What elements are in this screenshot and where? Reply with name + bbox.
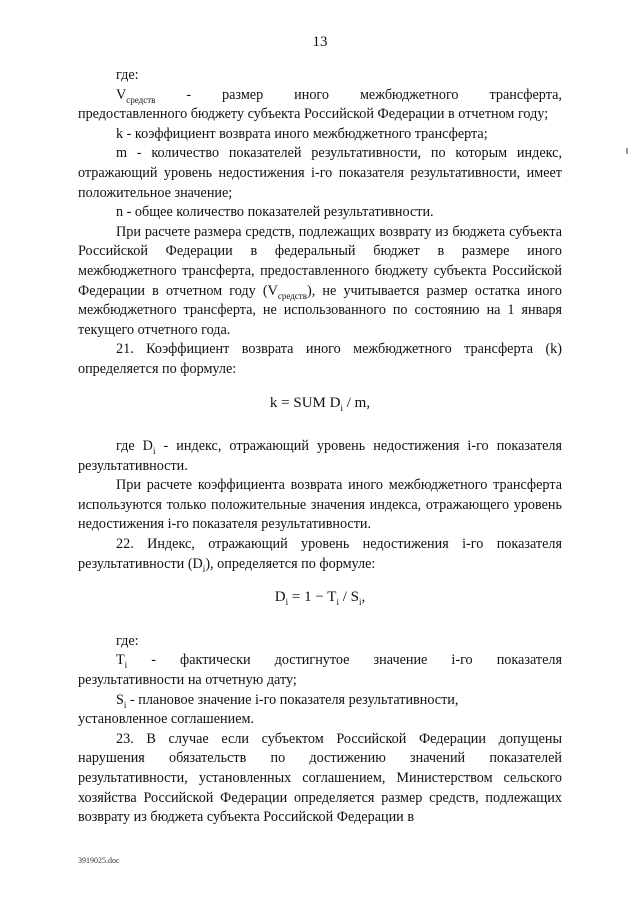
t-dash: -: [151, 652, 156, 669]
formula-k: k = SUM $D_i$ / m,: [269, 394, 371, 413]
where-label: где:: [116, 67, 139, 83]
k-definition: k - коэффициент возврата иного межбюджетного трансферта;: [116, 125, 488, 142]
v-word: размер: [222, 86, 264, 103]
t-definition-continuation: результативности на отчетную дату;: [78, 672, 297, 689]
v-dash: -: [186, 86, 192, 103]
v-word: трансферта,: [489, 86, 562, 103]
coefficient-paragraph: При расчете коэффициента возврата иного межбюджетного трансферта используются только положительные значения индекса, отражающего уровень недостижения i-го показателя результативности.: [78, 477, 562, 533]
clause-21: 21. Коэффициент возврата иного межбюджетного трансферта (k) определяется по формуле:: [78, 341, 562, 377]
t-word: достигнутое: [274, 652, 350, 669]
t-word: показателя: [496, 652, 562, 669]
v-symbol: $V_{средств}$: [116, 86, 156, 105]
document-body: [78, 66, 562, 828]
formula-d: $D_i = 1 - T_i / S_i$,: [274, 589, 366, 608]
s-definition-line: $S_i$ - плановое значение i-го показателя результативности,: [116, 691, 459, 710]
di-definition: где $D_i$ - индекс, отражающий уровень недостижения i-го показателя результативности.: [78, 438, 562, 474]
v-word: межбюджетного: [359, 86, 459, 103]
v-definition-continuation: предоставленного бюджету субъекта Российской Федерации в отчетном году;: [78, 106, 549, 123]
n-definition: n - общее количество показателей результативности.: [116, 204, 434, 221]
t-word: i-го: [451, 652, 473, 669]
v-word: иного: [294, 86, 329, 103]
clause-22: 22. Индекс, отражающий уровень недостижения i-го показателя результативности $(D_i)$, определяется по формуле:: [78, 536, 562, 574]
page-number: 13: [312, 34, 328, 50]
t-word: фактически: [180, 652, 251, 669]
v-definition-line: [78, 86, 562, 106]
t-symbol: $T_i$: [116, 652, 128, 671]
clause-23: 23. В случае если субъектом Российской Федерации допущены нарушения обязательств по достижению значений показателей результативности, установленных соглашением, Министерством сельского хозяйства Российской Федерации определяется размер средств, подлежащих возврату из бюджета субъекта Российской Федерации в: [78, 730, 562, 826]
margin-mark: [626, 148, 628, 154]
footer-file-code: 3919025.doc: [78, 856, 120, 865]
t-word: значение: [373, 652, 428, 669]
calculation-paragraph: При расчете размера средств, подлежащих возврату из бюджета субъекта Российской Федерации в федеральный бюджет в размере иного межбюджетного трансферта, предоставленного бюджету субъекта Российской Федерации в отчетном году $(V_{средств})$, не учитывается размер остатка иного межбюджетного трансферта, не использованного по состоянию на 1 января текущего отчетного года.: [78, 223, 562, 338]
where-label-2: где:: [116, 632, 139, 649]
m-definition: m - количество показателей результативности, по которым индекс, отражающий уровень недостижения i-го показателя результативности, имеет положительное значение;: [78, 145, 562, 201]
t-definition-line: [78, 651, 562, 671]
s-definition-continuation: установленное соглашением.: [78, 711, 255, 728]
